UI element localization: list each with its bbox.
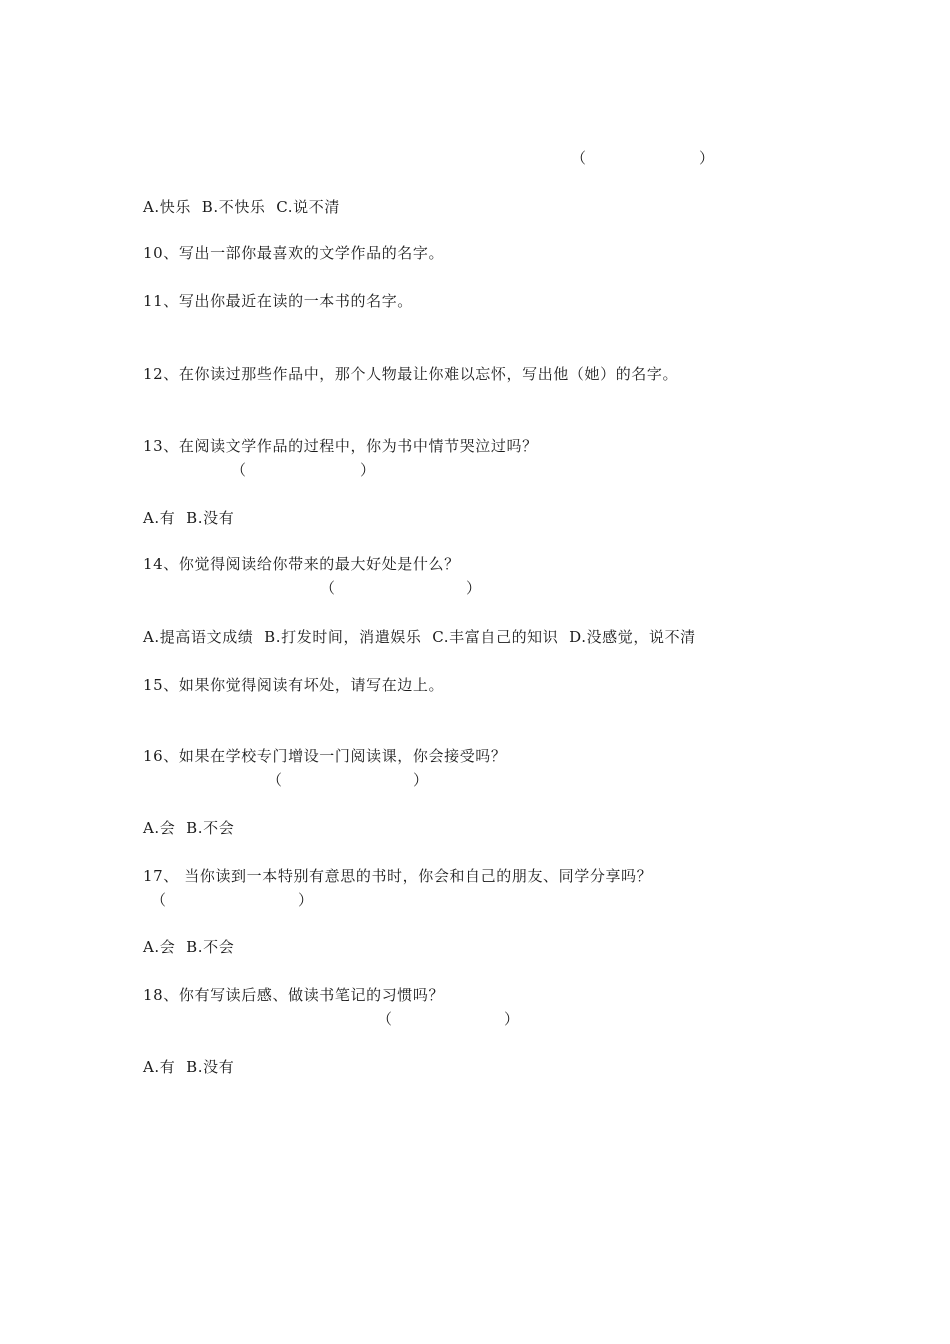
- q14-answer-open-paren: （: [320, 579, 336, 597]
- q12-question: 12、在你读过那些作品中，那个人物最让你难以忘怀，写出他（她）的名字。: [143, 365, 679, 383]
- q16-answer-close-paren: ）: [413, 771, 429, 789]
- q14-question: 14、你觉得阅读给你带来的最大好处是什么？: [143, 555, 460, 573]
- q16-options: A.会 B.不会: [143, 819, 235, 837]
- q16-answer-open-paren: （: [267, 771, 283, 789]
- q11-question: 11、写出你最近在读的一本书的名字。: [143, 292, 413, 310]
- q9-answer-close-paren: ）: [699, 149, 715, 167]
- q17-answer-close-paren: ）: [298, 891, 314, 909]
- q13-options: A.有 B.没有: [143, 509, 235, 527]
- q9-answer-open-paren: （: [571, 149, 587, 167]
- q16-question: 16、如果在学校专门增设一门阅读课，你会接受吗？: [143, 747, 507, 765]
- q9-options: A.快乐 B.不快乐 C.说不清: [143, 198, 340, 216]
- q14-answer-close-paren: ）: [466, 579, 482, 597]
- q18-answer-open-paren: （: [377, 1010, 393, 1028]
- q17-question: 17、 当你读到一本特别有意思的书时，你会和自己的朋友、同学分享吗？: [143, 867, 653, 885]
- q13-answer-open-paren: （: [231, 461, 247, 479]
- q10-question: 10、写出一部你最喜欢的文学作品的名字。: [143, 244, 445, 262]
- q14-options: A.提高语文成绩 B.打发时间，消遣娱乐 C.丰富自己的知识 D.没感觉，说不清: [143, 628, 696, 646]
- q17-options: A.会 B.不会: [143, 938, 235, 956]
- q18-answer-close-paren: ）: [504, 1010, 520, 1028]
- q18-options: A.有 B.没有: [143, 1058, 235, 1076]
- q17-answer-open-paren: （: [151, 891, 167, 909]
- q13-answer-close-paren: ）: [360, 461, 376, 479]
- q13-question: 13、在阅读文学作品的过程中，你为书中情节哭泣过吗？: [143, 437, 538, 455]
- q18-question: 18、你有写读后感、做读书笔记的习惯吗？: [143, 986, 445, 1004]
- q15-question: 15、如果你觉得阅读有坏处，请写在边上。: [143, 676, 445, 694]
